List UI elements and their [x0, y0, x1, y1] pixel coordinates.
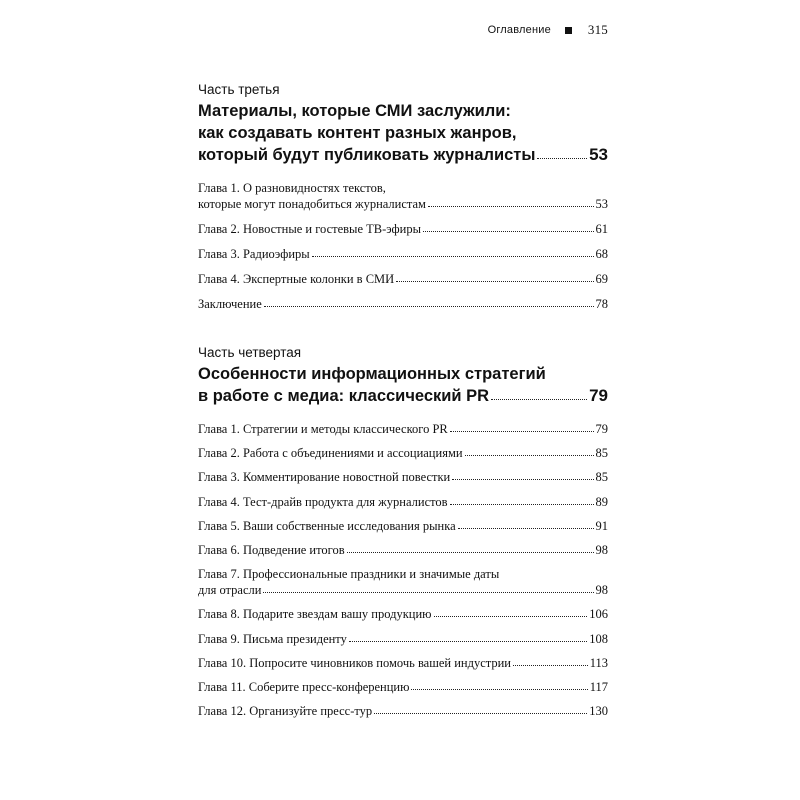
- toc-entry-row: [198, 582, 608, 598]
- toc-entry: [198, 494, 608, 510]
- toc-entry-page: 61: [595, 222, 608, 236]
- part-label: Часть третья: [198, 82, 280, 97]
- dot-leader: [537, 158, 587, 159]
- toc-entry-page: 79: [595, 422, 608, 436]
- toc-entry: [198, 631, 608, 647]
- part-title: [198, 363, 608, 407]
- toc-entry-first-line: Глава 7. Профессиональные праздники и значимые даты: [198, 567, 500, 582]
- toc-entry-page: 117: [589, 679, 608, 694]
- toc-list: [198, 421, 608, 719]
- toc-entry: [198, 271, 608, 287]
- toc-list: [198, 180, 608, 312]
- toc-entry-title: Глава 4. Тест-драйв продукта для журналистов: [198, 494, 448, 509]
- running-head-title: Оглавление: [487, 24, 551, 36]
- toc-entry: [198, 246, 608, 262]
- part-title-line: как создавать контент разных жанров,: [198, 124, 517, 142]
- toc-entry-page: 106: [589, 607, 608, 622]
- toc-entry-title: Глава 8. Подарите звездам вашу продукцию: [198, 607, 432, 622]
- toc-entry: [198, 296, 608, 312]
- dot-leader: [465, 455, 594, 456]
- toc-entry: [198, 469, 608, 485]
- toc-entry-page: 130: [589, 704, 608, 719]
- dot-leader: [263, 592, 593, 593]
- dot-leader: [491, 399, 587, 400]
- square-bullet-icon: [565, 27, 572, 34]
- part-four-section: [198, 345, 608, 727]
- toc-entry-title: Глава 12. Организуйте пресс-тур: [198, 704, 373, 719]
- part-title: [198, 100, 608, 166]
- part-page-number: 79: [589, 386, 608, 405]
- dot-leader: [264, 306, 594, 307]
- toc-entry: [198, 542, 608, 558]
- toc-entry-page: 78: [595, 297, 608, 311]
- dot-leader: [434, 616, 588, 617]
- part-title-last-row: [198, 144, 608, 166]
- toc-entry-page: 108: [589, 631, 608, 646]
- toc-entry-title: Глава 3. Комментирование новостной повестки: [198, 470, 451, 485]
- toc-entry-page: 91: [595, 518, 608, 533]
- toc-entry: [198, 703, 608, 719]
- dot-leader: [513, 665, 588, 666]
- toc-entry-page: 89: [595, 494, 608, 509]
- toc-entry-title: Заключение: [198, 297, 262, 311]
- toc-entry-title: Глава 9. Письма президенту: [198, 631, 347, 646]
- toc-entry-page: 98: [595, 583, 608, 598]
- dot-leader: [312, 256, 594, 257]
- toc-entry-page: 113: [589, 655, 608, 670]
- part-title-line: который будут публиковать журналисты: [198, 146, 536, 164]
- part-title-line: Материалы, которые СМИ заслужили:: [198, 102, 511, 120]
- toc-entry-title: Глава 2. Новостные и гостевые ТВ-эфиры: [198, 222, 421, 236]
- toc-entry: [198, 655, 608, 671]
- part-title-line: в работе с медиа: классический PR: [198, 387, 490, 405]
- dot-leader: [452, 479, 593, 480]
- toc-entry-page: 85: [595, 470, 608, 485]
- toc-entry-title: Глава 6. Подведение итогов: [198, 542, 345, 557]
- dot-leader: [450, 504, 594, 505]
- dot-leader: [450, 431, 594, 432]
- dot-leader: [396, 281, 593, 282]
- toc-entry-title: Глава 11. Соберите пресс-конференцию: [198, 679, 410, 694]
- dot-leader: [428, 206, 594, 207]
- dot-leader: [411, 689, 587, 690]
- dot-leader: [349, 641, 587, 642]
- toc-entry-page: 69: [595, 272, 608, 286]
- toc-entry-title: Глава 3. Радиоэфиры: [198, 247, 310, 261]
- part-title-last-row: [198, 385, 608, 407]
- toc-entry-page: 68: [595, 247, 608, 261]
- toc-entry: [198, 421, 608, 437]
- toc-entry: [198, 679, 608, 695]
- page-number: 315: [587, 22, 608, 37]
- toc-entry: [198, 518, 608, 534]
- toc-entry-title: Глава 5. Ваши собственные исследования рынка: [198, 518, 456, 533]
- toc-entry: [198, 606, 608, 622]
- part-title-line: Особенности информационных стратегий: [198, 365, 546, 383]
- part-three-section: [198, 82, 608, 321]
- toc-entry-title: Глава 10. Попросите чиновников помочь вашей индустрии: [198, 655, 512, 670]
- toc-entry: [198, 566, 608, 598]
- toc-entry: [198, 445, 608, 461]
- toc-entry-first-line: Глава 1. О разновидностях текстов,: [198, 181, 386, 195]
- toc-entry: [198, 180, 608, 212]
- toc-entry-title: Глава 1. Стратегии и методы классического PR: [198, 422, 448, 436]
- toc-entry-title: Глава 4. Экспертные колонки в СМИ: [198, 272, 395, 286]
- part-label: Часть четвертая: [198, 345, 302, 360]
- dot-leader: [347, 552, 594, 553]
- dot-leader: [423, 231, 594, 232]
- toc-entry-page: 85: [595, 446, 608, 461]
- running-head: [488, 22, 608, 38]
- toc-entry: [198, 221, 608, 237]
- toc-entry-page: 53: [595, 197, 608, 211]
- toc-entry-title: для отрасли: [198, 583, 262, 598]
- toc-entry-row: [198, 196, 608, 212]
- part-page-number: 53: [589, 145, 608, 164]
- dot-leader: [458, 528, 594, 529]
- toc-entry-title: которые могут понадобиться журналистам: [198, 197, 426, 211]
- toc-entry-page: 98: [595, 542, 608, 557]
- dot-leader: [374, 713, 587, 714]
- toc-entry-title: Глава 2. Работа с объединениями и ассоциациями: [198, 446, 463, 461]
